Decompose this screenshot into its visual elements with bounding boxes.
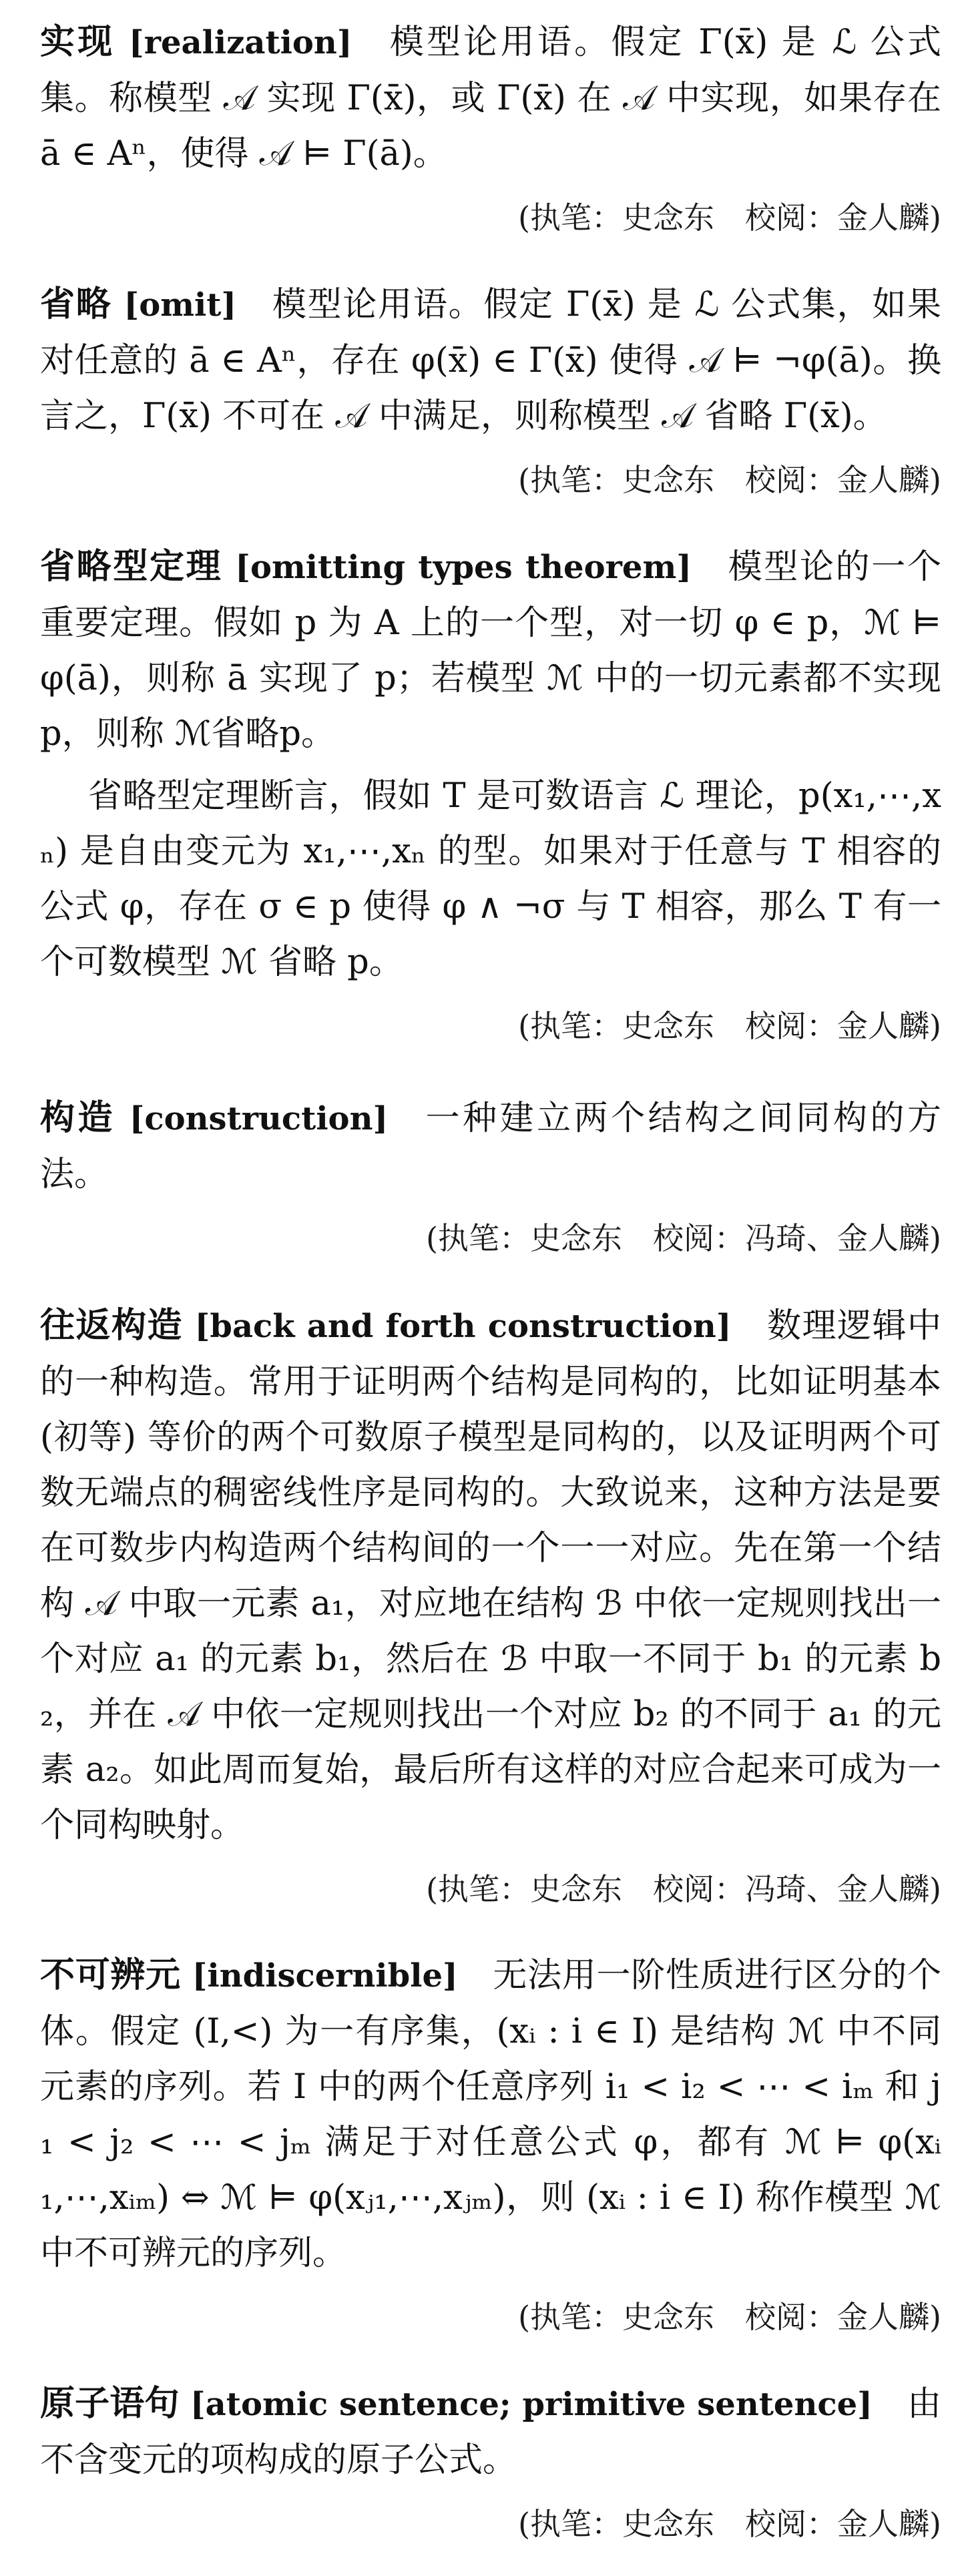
entry-body bbox=[40, 539, 941, 762]
entry-back-and-forth-construction bbox=[40, 1298, 941, 1916]
entry-body bbox=[40, 1948, 941, 2281]
entry-definition: 模型论的一个重要定理。假如 p 为 A 上的一个型，对一切 φ ∈ p，ℳ ⊨ φ(ā)，则称 ā 实现了 p；若模型 ℳ 中的一切元素都不实现 p，则称 ℳ省略p。 bbox=[40, 547, 941, 754]
entry-body bbox=[40, 1298, 941, 1853]
entry-definition: 一种建立两个结构之间同构的方法。 bbox=[40, 1099, 941, 1194]
entry-body bbox=[40, 15, 941, 182]
entry-english-term: [omitting types theorem] bbox=[235, 549, 692, 586]
entry-body bbox=[40, 277, 941, 444]
entry-english-term: [atomic sentence; primitive sentence] bbox=[190, 2386, 873, 2423]
entry-credit: (执笔：史念东 校阅：冯琦、金人麟) bbox=[426, 1871, 941, 1907]
entry-body bbox=[40, 2376, 941, 2488]
entry-term: 原子语句 bbox=[40, 2384, 180, 2424]
entry-atomic-sentence bbox=[40, 2376, 941, 2551]
entry-credit: (执笔：史念东 校阅：金人麟) bbox=[518, 462, 941, 498]
entry-english-term: [back and forth construction] bbox=[194, 1308, 732, 1345]
entry-realization bbox=[40, 15, 941, 244]
entry-english-term: [omit] bbox=[124, 286, 237, 324]
entry-paragraph: 省略型定理断言，假如 T 是可数语言 ℒ 理论，p(x₁,⋯,xₙ) 是自由变元为 x₁,⋯,xₙ 的型。如果对于任意与 T 相容的公式 φ，存在 σ ∈ p 使得 φ ∧ ¬σ 与 T 相容，那么 T 有一个可数模型 ℳ 省略 p。 bbox=[40, 776, 941, 982]
entry-body bbox=[40, 1091, 941, 1202]
entry-construction bbox=[40, 1091, 941, 1265]
entry-credit: (执笔：史念东 校阅：金人麟) bbox=[518, 2506, 941, 2542]
entry-term: 构造 bbox=[40, 1098, 115, 1138]
entry-omit bbox=[40, 277, 941, 507]
entry-credit: (执笔：史念东 校阅：金人麟) bbox=[518, 2299, 941, 2335]
entry-definition: 数理逻辑中的一种构造。常用于证明两个结构是同构的，比如证明基本 (初等) 等价的两个可数原子模型是同构的，以及证明两个可数无端点的稠密线性序是同构的。大致说来，这种方法是要在可数步内构造两个结构间的一个一一对应。先在第一个结构 𝒜 中取一元素 a₁，对应地在结构 ℬ 中依一定规则找出一个对应 a₁ 的元素 b₁，然后在 ℬ 中取一不同于 b₁ 的元素 b₂，并在 𝒜 中依一定规则找出一个对应 b₂ 的不同于 a₁ 的元素 a₂。如此周而复始，最后所有这样的对应合起来可成为一个同构映射。 bbox=[40, 1306, 941, 1845]
entry-credit: (执笔：史念东 校阅：金人麟) bbox=[518, 1008, 941, 1044]
entry-term: 省略 bbox=[40, 284, 112, 324]
entry-credit: (执笔：史念东 校阅：冯琦、金人麟) bbox=[426, 1220, 941, 1256]
entry-definition: 由不含变元的项构成的原子公式。 bbox=[40, 2384, 941, 2480]
entry-definition: 模型论用语。假定 Γ(x̄) 是 ℒ 公式集。称模型 𝒜 实现 Γ(x̄)，或 Γ(x̄) 在 𝒜 中实现，如果存在 ā ∈ Aⁿ，使得 𝒜 ⊨ Γ(ā)。 bbox=[40, 23, 941, 174]
entry-english-term: [construction] bbox=[129, 1100, 389, 1137]
entry-term: 不可辨元 bbox=[40, 1955, 181, 1995]
entry-term: 省略型定理 bbox=[40, 547, 223, 587]
entry-term: 实现 bbox=[40, 22, 115, 62]
entry-english-term: [indiscernible] bbox=[192, 1957, 458, 1995]
entry-term: 往返构造 bbox=[40, 1306, 183, 1346]
entry-definition: 无法用一阶性质进行区分的个体。假定 (I,<) 为一有序集，(xᵢ : i ∈ I) 是结构 ℳ 中不同元素的序列。若 I 中的两个任意序列 i₁ < i₂ < ⋯ < iₘ 和 j₁ < j₂ < ⋯ < jₘ 满足于对任意公式 φ，都有 ℳ ⊨ φ(xᵢ₁,⋯,xᵢₘ) ⇔ ℳ ⊨ φ(xⱼ₁,⋯,xⱼₘ)，则 (xᵢ : i ∈ I) 称作模型 ℳ 中不可辨元的序列。 bbox=[40, 1956, 941, 2273]
entry-omitting-types-theorem bbox=[40, 539, 941, 1053]
entry-definition: 模型论用语。假定 Γ(x̄) 是 ℒ 公式集，如果对任意的 ā ∈ Aⁿ，存在 φ(x̄) ∈ Γ(x̄) 使得 𝒜 ⊨ ¬φ(ā)。换言之，Γ(x̄) 不可在 𝒜 中满足，则称模型 𝒜 省略 Γ(x̄)。 bbox=[40, 285, 941, 436]
entry-english-term: [realization] bbox=[129, 24, 352, 61]
entry-credit: (执笔：史念东 校阅：金人麟) bbox=[518, 200, 941, 236]
entry-indiscernible bbox=[40, 1948, 941, 2344]
